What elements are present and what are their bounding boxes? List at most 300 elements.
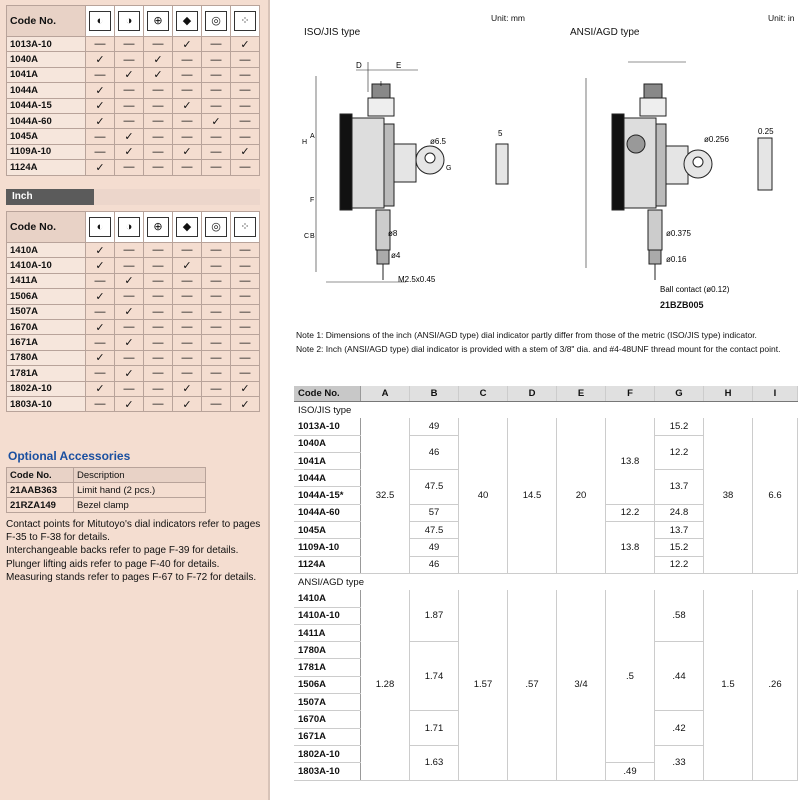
iso-dim-b: B <box>310 233 315 240</box>
ansi-tip-dia: ø0.16 <box>666 255 687 264</box>
dash-mark: — <box>115 319 144 334</box>
dims-header-cell: F <box>606 386 655 402</box>
dims-code: 1411A <box>294 624 361 641</box>
dims-g-value: .33 <box>655 745 704 780</box>
table-row <box>7 366 260 381</box>
table-row <box>7 129 260 144</box>
dims-header-cell: Code No. <box>294 386 361 402</box>
dash-mark: — <box>173 67 202 82</box>
table-row <box>7 243 260 258</box>
dims-b-value: 47.5 <box>410 470 459 505</box>
check-mark: ✓ <box>115 396 144 411</box>
dash-mark: — <box>86 273 115 288</box>
iso-hole-dia: ø6.5 <box>430 137 447 146</box>
table-row <box>7 273 260 288</box>
dims-e-value: 3/4 <box>557 590 606 780</box>
accessories-desc-header: Description <box>74 468 206 483</box>
iso-dim-g: G <box>446 165 452 172</box>
dimensions-table <box>294 386 798 781</box>
check-mark: ✓ <box>86 381 115 396</box>
table-row <box>7 160 260 175</box>
check-mark: ✓ <box>115 129 144 144</box>
jeweled-bearing-icon: ◆ <box>176 11 198 31</box>
row-code: 1803A-10 <box>7 396 86 411</box>
dash-mark: — <box>173 129 202 144</box>
dims-code: 1780A <box>294 642 361 659</box>
accessory-desc: Bezel clamp <box>74 498 206 513</box>
table-row <box>7 335 260 350</box>
dash-mark: — <box>202 160 231 175</box>
dims-code: 1781A <box>294 659 361 676</box>
dims-f-value: 12.2 <box>606 504 655 521</box>
feature-icon-cell <box>86 6 115 37</box>
dims-header-row <box>294 386 798 402</box>
dash-mark: — <box>173 350 202 365</box>
check-mark: ✓ <box>144 52 173 67</box>
dots-icon: ⁘ <box>234 11 256 31</box>
table-row <box>7 350 260 365</box>
dims-f-value: .49 <box>606 763 655 780</box>
table-row <box>7 396 260 411</box>
ansi-hole-dia: ø0.256 <box>704 135 729 144</box>
dims-g-value: .44 <box>655 642 704 711</box>
drawing-note-1: Note 1: Dimensions of the inch (ANSI/AGD type) dial indicator partly differ from those of the metric (ISO/JIS type) indicator. <box>296 330 757 340</box>
dims-header-cell: A <box>361 386 410 402</box>
dims-header-cell: H <box>704 386 753 402</box>
check-mark: ✓ <box>115 366 144 381</box>
dash-mark: — <box>173 273 202 288</box>
check-mark: ✓ <box>173 37 202 52</box>
table-row <box>7 498 206 513</box>
dims-f-value: 13.8 <box>606 522 655 574</box>
row-code: 1044A-15 <box>7 98 86 113</box>
dash-mark: — <box>231 258 260 273</box>
accessories-code-header: Code No. <box>7 468 74 483</box>
note-stands: Measuring stands refer to pages F-67 to F-72 for details. <box>6 571 257 583</box>
dash-mark: — <box>231 160 260 175</box>
dims-code: 1044A <box>294 470 361 487</box>
dash-mark: — <box>202 335 231 350</box>
table-row <box>7 37 260 52</box>
dims-c-value: 40 <box>459 418 508 573</box>
dash-mark: — <box>231 273 260 288</box>
check-mark: ✓ <box>231 144 260 159</box>
dims-code: 1671A <box>294 728 361 745</box>
dash-mark: — <box>173 83 202 98</box>
table-row <box>294 590 798 607</box>
dims-g-value: 12.2 <box>655 556 704 573</box>
dims-code: 1803A-10 <box>294 763 361 780</box>
dims-code: 1410A <box>294 590 361 607</box>
dash-mark: — <box>202 289 231 304</box>
lug-back-icon: ◎ <box>205 217 227 237</box>
accessory-code: 21AAB363 <box>7 483 74 498</box>
check-mark: ✓ <box>115 335 144 350</box>
feature-icon-cell <box>231 6 260 37</box>
dims-b-value: 49 <box>410 418 459 435</box>
continuous-dial-icon: ◑ <box>118 217 140 237</box>
dims-g-value: 15.2 <box>655 539 704 556</box>
table-row <box>7 144 260 159</box>
dims-a-value: 32.5 <box>361 418 410 573</box>
dash-mark: — <box>173 52 202 67</box>
dash-mark: — <box>202 98 231 113</box>
check-mark: ✓ <box>173 258 202 273</box>
dims-code: 1109A-10 <box>294 539 361 556</box>
iso-dim-h: H <box>302 139 308 146</box>
dims-code: 1506A <box>294 676 361 693</box>
dash-mark: — <box>231 129 260 144</box>
row-code: 1109A-10 <box>7 144 86 159</box>
balanced-dial-icon: ⊕ <box>147 217 169 237</box>
note-backs: Interchangeable backs refer to page F-39 for details. <box>6 545 239 557</box>
dash-mark: — <box>202 129 231 144</box>
dash-mark: — <box>173 289 202 304</box>
check-mark: ✓ <box>86 319 115 334</box>
dash-mark: — <box>231 83 260 98</box>
dash-mark: — <box>86 366 115 381</box>
check-mark: ✓ <box>144 67 173 82</box>
check-mark: ✓ <box>173 396 202 411</box>
feature-icon-cell <box>144 6 173 37</box>
dash-mark: — <box>231 243 260 258</box>
dash-mark: — <box>115 52 144 67</box>
dims-d-value: .57 <box>508 590 557 780</box>
feature-icon-cell <box>231 212 260 243</box>
dash-mark: — <box>115 83 144 98</box>
iso-dim-f: F <box>310 197 315 204</box>
table-row <box>7 289 260 304</box>
dims-header-cell: C <box>459 386 508 402</box>
row-code: 1781A <box>7 366 86 381</box>
dash-mark: — <box>144 381 173 396</box>
accessory-desc: Limit hand (2 pcs.) <box>74 483 206 498</box>
check-mark: ✓ <box>115 304 144 319</box>
dash-mark: — <box>144 319 173 334</box>
dims-i-value: 6.6 <box>753 418 798 573</box>
unit-label-mm: Unit: mm <box>491 13 525 23</box>
feature-icon-cell <box>173 6 202 37</box>
dash-mark: — <box>173 366 202 381</box>
table-row <box>7 381 260 396</box>
row-code: 1041A <box>7 67 86 82</box>
note-contact-points: Contact points for Mitutoyo's dial indicators refer to pages F-35 to F-38 for details. <box>6 519 261 544</box>
dash-mark: — <box>144 83 173 98</box>
dims-header-cell: G <box>655 386 704 402</box>
lug-back-icon: ◎ <box>205 11 227 31</box>
dash-mark: — <box>115 381 144 396</box>
row-code: 1410A <box>7 243 86 258</box>
dims-h-value: 1.5 <box>704 590 753 780</box>
dash-mark: — <box>173 335 202 350</box>
dims-code: 1124A <box>294 556 361 573</box>
dash-mark: — <box>86 67 115 82</box>
dash-mark: — <box>202 37 231 52</box>
dash-mark: — <box>144 350 173 365</box>
dash-mark: — <box>202 52 231 67</box>
table-row <box>7 67 260 82</box>
dash-mark: — <box>231 289 260 304</box>
row-code: 1044A-60 <box>7 113 86 128</box>
dash-mark: — <box>173 243 202 258</box>
dash-mark: — <box>115 98 144 113</box>
check-mark: ✓ <box>86 113 115 128</box>
dims-code: 1507A <box>294 694 361 711</box>
row-code: 1040A <box>7 52 86 67</box>
dims-g-value: 13.7 <box>655 522 704 539</box>
dash-mark: — <box>115 350 144 365</box>
dash-mark: — <box>144 129 173 144</box>
jeweled-bearing-icon: ◆ <box>176 217 198 237</box>
dash-mark: — <box>231 113 260 128</box>
dims-code: 1670A <box>294 711 361 728</box>
dims-b-value: 1.87 <box>410 590 459 641</box>
check-mark: ✓ <box>115 144 144 159</box>
unit-label-in: Unit: in <box>768 13 795 23</box>
dash-mark: — <box>202 304 231 319</box>
drawing-note-2: Note 2: Inch (ANSI/AGD type) dial indicator is provided with a stem of 3/8" dia. and #4-48UNF thread mount for the contact point. <box>296 344 781 354</box>
table-row <box>7 319 260 334</box>
iso-drawing <box>296 52 546 292</box>
dash-mark: — <box>144 366 173 381</box>
row-code: 1780A <box>7 350 86 365</box>
dash-mark: — <box>202 243 231 258</box>
row-code: 1045A <box>7 129 86 144</box>
dash-mark: — <box>202 381 231 396</box>
ansi-thickness: 0.25 <box>758 127 774 136</box>
check-mark: ✓ <box>231 381 260 396</box>
dims-g-value: 15.2 <box>655 418 704 435</box>
feature-icon-cell <box>115 212 144 243</box>
dash-mark: — <box>144 396 173 411</box>
table-row <box>7 83 260 98</box>
dims-section-label: ANSI/AGD type <box>298 576 364 588</box>
dims-section-row <box>294 402 798 419</box>
code-no-header: Code No. <box>7 212 86 243</box>
check-mark: ✓ <box>86 243 115 258</box>
dims-g-value: .42 <box>655 711 704 746</box>
dash-mark: — <box>115 258 144 273</box>
dims-section-label: ISO/JIS type <box>298 404 352 416</box>
check-mark: ✓ <box>231 37 260 52</box>
inch-section-label: Inch <box>6 189 94 205</box>
ansi-ball-contact: Ball contact (ø0.12) <box>660 285 730 294</box>
dial-gauge-icon: ◐ <box>89 217 111 237</box>
accessory-code: 21RZA149 <box>7 498 74 513</box>
feature-header-row <box>7 6 260 37</box>
dash-mark: — <box>86 37 115 52</box>
dims-b-value: 1.74 <box>410 642 459 711</box>
dash-mark: — <box>202 83 231 98</box>
check-mark: ✓ <box>86 289 115 304</box>
table-row <box>294 418 798 435</box>
row-code: 1411A <box>7 273 86 288</box>
dims-b-value: 1.71 <box>410 711 459 746</box>
dash-mark: — <box>202 350 231 365</box>
feature-icon-cell <box>173 212 202 243</box>
dash-mark: — <box>144 98 173 113</box>
dash-mark: — <box>231 319 260 334</box>
dash-mark: — <box>144 144 173 159</box>
dash-mark: — <box>231 304 260 319</box>
row-code: 1410A-10 <box>7 258 86 273</box>
dash-mark: — <box>115 160 144 175</box>
feature-icon-cell <box>202 212 231 243</box>
iso-tip-dia: ø4 <box>391 251 401 260</box>
dims-g-value: 13.7 <box>655 470 704 505</box>
dims-h-value: 38 <box>704 418 753 573</box>
iso-dim-e: E <box>396 61 402 70</box>
dash-mark: — <box>173 160 202 175</box>
row-code: 1044A <box>7 83 86 98</box>
dims-code: 1040A <box>294 435 361 452</box>
code-no-header: Code No. <box>7 6 86 37</box>
feature-column <box>0 0 268 800</box>
dims-code: 1044A-15* <box>294 487 361 504</box>
dims-b-value: 47.5 <box>410 522 459 539</box>
feature-icon-cell <box>202 6 231 37</box>
dash-mark: — <box>231 366 260 381</box>
dash-mark: — <box>144 335 173 350</box>
row-code: 1506A <box>7 289 86 304</box>
dash-mark: — <box>86 304 115 319</box>
row-code: 1802A-10 <box>7 381 86 396</box>
dims-code: 1041A <box>294 452 361 469</box>
dims-e-value: 20 <box>557 418 606 573</box>
dash-mark: — <box>115 243 144 258</box>
accessories-table <box>6 467 206 513</box>
check-mark: ✓ <box>86 258 115 273</box>
iso-dim-c: C <box>304 233 310 240</box>
inch-feature-table <box>6 211 260 412</box>
feature-icon-cell <box>144 212 173 243</box>
dash-mark: — <box>86 335 115 350</box>
dash-mark: — <box>202 67 231 82</box>
dash-mark: — <box>144 243 173 258</box>
table-row <box>7 258 260 273</box>
check-mark: ✓ <box>115 273 144 288</box>
reference-notes <box>6 518 261 584</box>
dash-mark: — <box>115 37 144 52</box>
table-row <box>7 304 260 319</box>
table-row <box>7 98 260 113</box>
dims-code: 1410A-10 <box>294 607 361 624</box>
dash-mark: — <box>231 335 260 350</box>
dash-mark: — <box>144 273 173 288</box>
balanced-dial-icon: ⊕ <box>147 11 169 31</box>
check-mark: ✓ <box>86 350 115 365</box>
dash-mark: — <box>202 258 231 273</box>
dash-mark: — <box>173 113 202 128</box>
dash-mark: — <box>231 98 260 113</box>
accessories-title: Optional Accessories <box>8 449 131 463</box>
dash-mark: — <box>144 37 173 52</box>
row-code: 1013A-10 <box>7 37 86 52</box>
dots-icon: ⁘ <box>234 217 256 237</box>
note-plunger: Plunger lifting aids refer to page F-40 for details. <box>6 558 220 570</box>
feature-icon-cell <box>115 6 144 37</box>
dims-b-value: 1.63 <box>410 745 459 780</box>
table-row <box>7 483 206 498</box>
dims-b-value: 46 <box>410 435 459 470</box>
dims-c-value: 1.57 <box>459 590 508 780</box>
dims-code: 1044A-60 <box>294 504 361 521</box>
dash-mark: — <box>231 67 260 82</box>
iso-dim-d: D <box>356 61 362 70</box>
check-mark: ✓ <box>115 67 144 82</box>
dash-mark: — <box>202 273 231 288</box>
iso-thickness: 5 <box>498 129 503 138</box>
accessories-header <box>7 468 206 483</box>
iso-dim-i: I <box>380 81 382 88</box>
metric-feature-table <box>6 5 260 176</box>
check-mark: ✓ <box>231 396 260 411</box>
table-row <box>7 52 260 67</box>
dims-header-cell: I <box>753 386 798 402</box>
ansi-part-number: 21BZB005 <box>660 300 704 310</box>
check-mark: ✓ <box>173 98 202 113</box>
dash-mark: — <box>202 319 231 334</box>
dims-header-cell: D <box>508 386 557 402</box>
ansi-drawing-title: ANSI/AGD type <box>570 27 640 38</box>
dash-mark: — <box>144 113 173 128</box>
check-mark: ✓ <box>173 381 202 396</box>
check-mark: ✓ <box>173 144 202 159</box>
dims-i-value: .26 <box>753 590 798 780</box>
check-mark: ✓ <box>202 113 231 128</box>
dash-mark: — <box>86 144 115 159</box>
iso-thread: M2.5x0.45 <box>398 275 436 284</box>
dash-mark: — <box>115 289 144 304</box>
feature-header-row <box>7 212 260 243</box>
dash-mark: — <box>202 144 231 159</box>
dims-code: 1013A-10 <box>294 418 361 435</box>
dims-g-value: 12.2 <box>655 435 704 470</box>
dash-mark: — <box>173 319 202 334</box>
dash-mark: — <box>202 366 231 381</box>
dash-mark: — <box>231 350 260 365</box>
continuous-dial-icon: ◑ <box>118 11 140 31</box>
dims-header-cell: B <box>410 386 459 402</box>
row-code: 1671A <box>7 335 86 350</box>
dial-gauge-icon: ◐ <box>89 11 111 31</box>
dims-f-value: .5 <box>606 590 655 762</box>
iso-drawing-title: ISO/JIS type <box>304 27 361 38</box>
dash-mark: — <box>144 160 173 175</box>
dims-a-value: 1.28 <box>361 590 410 780</box>
dims-g-value: 24.8 <box>655 504 704 521</box>
dash-mark: — <box>115 113 144 128</box>
dash-mark: — <box>144 258 173 273</box>
dims-b-value: 49 <box>410 539 459 556</box>
dims-f-value: 13.8 <box>606 418 655 504</box>
feature-icon-cell <box>86 212 115 243</box>
dash-mark: — <box>144 304 173 319</box>
check-mark: ✓ <box>86 83 115 98</box>
row-code: 1670A <box>7 319 86 334</box>
dash-mark: — <box>231 52 260 67</box>
dims-g-value: .58 <box>655 590 704 641</box>
dash-mark: — <box>86 129 115 144</box>
dims-code: 1802A-10 <box>294 745 361 762</box>
check-mark: ✓ <box>86 160 115 175</box>
dims-header-cell: E <box>557 386 606 402</box>
ansi-stem-dia: ø0.375 <box>666 229 691 238</box>
dims-code: 1045A <box>294 522 361 539</box>
dash-mark: — <box>202 396 231 411</box>
check-mark: ✓ <box>86 98 115 113</box>
ansi-drawing <box>568 48 800 298</box>
